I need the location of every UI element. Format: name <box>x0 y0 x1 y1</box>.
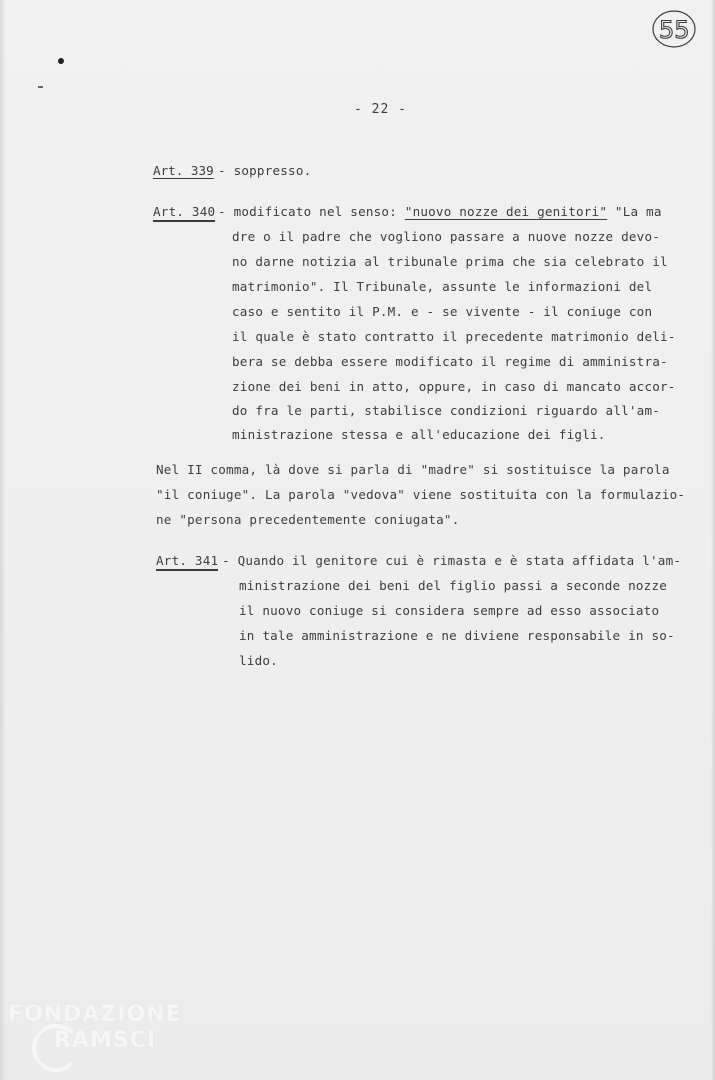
art341-line-3: in tale amministrazione e ne diviene responsabile in so- <box>239 628 675 643</box>
page-edge-left <box>0 0 6 1080</box>
watermark-line2: RAMSCI <box>54 1028 157 1053</box>
folio-circle-icon <box>650 6 698 50</box>
art340-line-1: dre o il padre che vogliono passare a nuove nozze devo- <box>232 229 661 244</box>
ink-dot <box>58 58 64 64</box>
art341-underline <box>156 569 218 571</box>
art340-line-3: matrimonio". Il Tribunale, assunte le informazioni del <box>232 279 653 294</box>
comma-note-line-0: Nel II comma, là dove si parla di "madre" si sostituisce la parola <box>156 462 670 477</box>
art341-line-0: - Quando il genitore cui è rimasta e è stata affidata l'am- <box>222 553 682 568</box>
art340-ref: Art. 340 <box>153 204 216 219</box>
art340-line-7: zione dei beni in atto, oppure, in caso di mancato accor- <box>232 379 676 394</box>
watermark-logo <box>6 1000 186 1080</box>
folio-number: 55 <box>659 16 690 44</box>
art340-underline <box>153 220 215 222</box>
art341-line-4: lido. <box>239 653 278 668</box>
folio-mark <box>650 6 698 50</box>
art339-ref: Art. 339 <box>153 163 214 178</box>
art341-line-1: ministrazione dei beni del figlio passi a seconde nozze <box>239 578 668 593</box>
art340-line-4: caso e sentito il P.M. e - se vivente - il coniuge con <box>232 304 653 319</box>
page-edge-right <box>711 0 715 1080</box>
art340-line-2: no darne notizia al tribunale prima che sia celebrato il <box>232 254 668 269</box>
margin-mark <box>38 86 43 88</box>
watermark-line1: FONDAZIONE <box>8 1002 182 1027</box>
art340-line-0: - modificato nel senso: "nuovo nozze dei genitori" "La ma <box>218 204 662 219</box>
art340-quoted-heading: "nuovo nozze dei genitori" <box>404 204 608 219</box>
comma-note-line-2: ne "persona precedentemente coniugata". <box>156 512 460 527</box>
art341-ref: Art. 341 <box>156 553 219 568</box>
art340-line-5: il quale è stato contratto il precedente matrimonio deli- <box>232 329 676 344</box>
art341-line-2: il nuovo coniuge si considera sempre ad esso associato <box>239 603 660 618</box>
art339-text: - soppresso. <box>218 163 312 178</box>
page-number: - 22 - <box>354 102 407 117</box>
art340-line-8: do fra le parti, stabilisce condizioni riguardo all'am- <box>232 403 661 418</box>
art340-line-6: bera se debba essere modificato il regime di amministra- <box>232 354 668 369</box>
comma-note-line-1: "il coniuge". La parola "vedova" viene sostituita con la formulazio- <box>156 487 686 502</box>
art340-line-9: ministrazione stessa e all'educazione dei figli. <box>232 427 606 442</box>
